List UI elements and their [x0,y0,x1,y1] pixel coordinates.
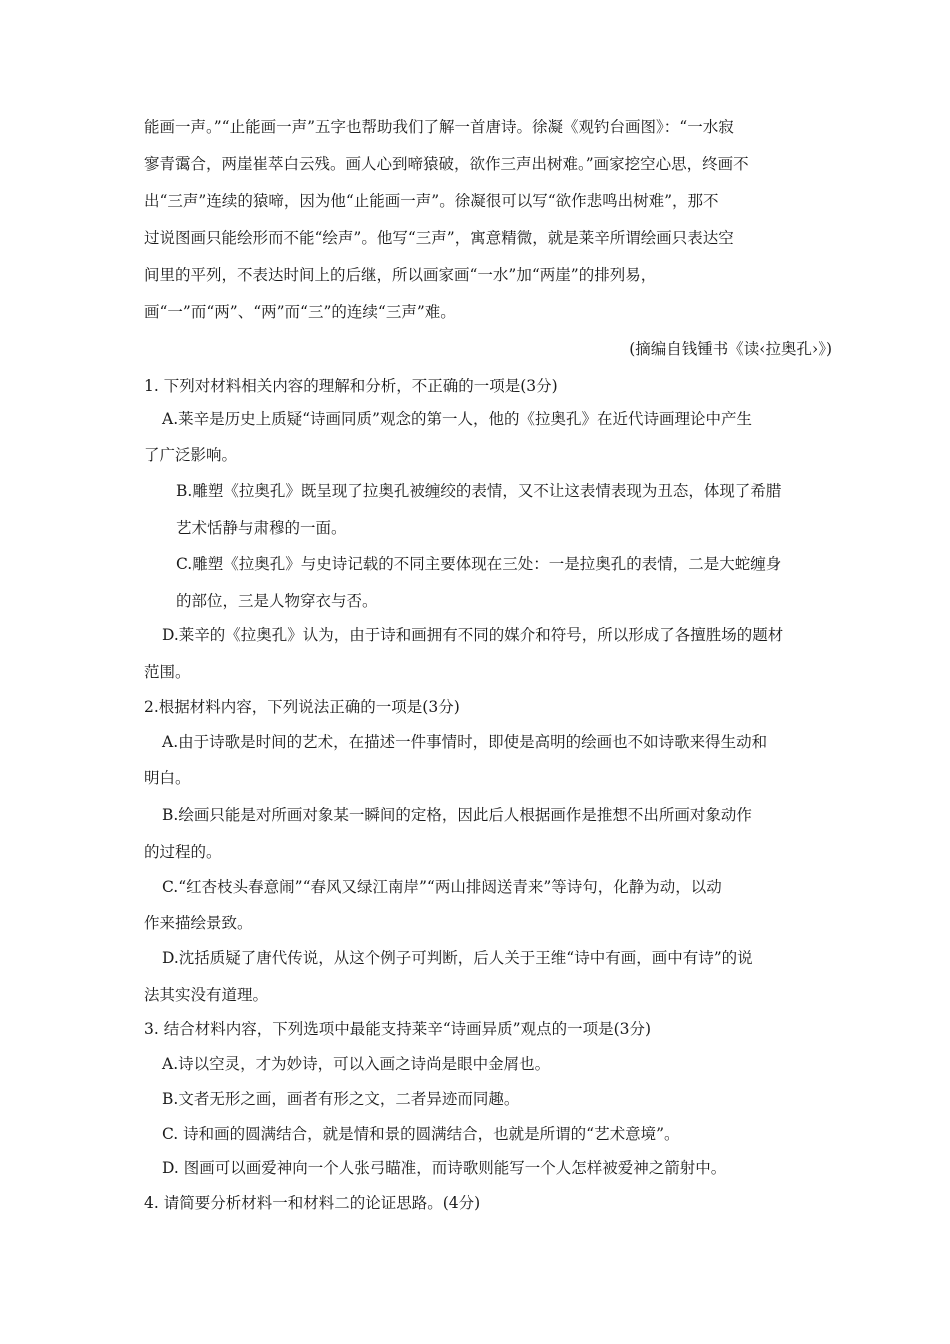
source-citation: (摘编自钱锺书《读‹拉奥孔›》) [629,340,832,358]
option-a: A.莱辛是历史上质疑“诗画同质”观念的第一人，他的《拉奥孔》在近代诗画理论中产生 [162,410,752,428]
option-d-cont: 范围。 [144,663,191,681]
option-c: C.“红杏枝头春意闹”“春风又绿江南岸”“两山排闼送青来”等诗句，化静为动，以动 [162,878,722,896]
question-stem: 2.根据材料内容，下列说法正确的一项是(3分) [144,698,460,716]
passage-line: 寥青霭合，两崖崔萃白云残。画人心到啼猿破，欲作三声出树难。”画家挖空心思，终画不 [144,155,749,173]
option-a-cont: 明白。 [144,769,191,787]
passage-line: 画“一”而“两”、“两”而“三”的连续“三声”难。 [144,303,456,321]
passage-line: 过说图画只能绘形而不能“绘声”。他写“三声”，寓意精微，就是莱辛所谓绘画只表达空 [144,229,734,247]
option-a: A.由于诗歌是时间的艺术，在描述一件事情时，即使是高明的绘画也不如诗歌来得生动和 [162,733,768,751]
passage-line: 出“三声”连续的猿啼，因为他“止能画一声”。徐凝很可以写“欲作悲鸣出树难”，那不 [144,192,719,210]
question-stem: 4. 请简要分析材料一和材料二的论证思路。(4分) [144,1194,481,1212]
passage-line: 间里的平列，不表达时间上的后继，所以画家画“一水”加“两崖”的排列易， [144,266,657,284]
option-b: B.雕塑《拉奥孔》既呈现了拉奥孔被缠绞的表情，又不让这表情表现为丑态，体现了希腊 [176,482,782,500]
option-a-cont: 了广泛影响。 [144,446,238,464]
option-b-cont: 艺术恬静与肃穆的一面。 [176,519,347,537]
passage-line: 能画一声。”“止能画一声”五字也帮助我们了解一首唐诗。徐凝《观钓台画图》：“一水寂 [144,118,734,136]
option-c-cont: 的部位，三是人物穿衣与否。 [176,592,378,610]
option-c: C. 诗和画的圆满结合，就是情和景的圆满结合，也就是所谓的“艺术意境”。 [162,1125,680,1143]
option-b: B.绘画只能是对所画对象某一瞬间的定格，因此后人根据画作是推想不出所画对象动作 [162,806,752,824]
option-d-cont: 法其实没有道理。 [144,986,269,1004]
option-d: D. 图画可以画爱神向一个人张弓瞄准，而诗歌则能写一个人怎样被爱神之箭射中。 [162,1159,727,1177]
question-stem: 3. 结合材料内容，下列选项中最能支持莱辛“诗画异质”观点的一项是(3分) [144,1020,652,1038]
option-d: D.莱辛的《拉奥孔》认为，由于诗和画拥有不同的媒介和符号，所以形成了各擅胜场的题材 [162,626,784,644]
option-b: B.文者无形之画，画者有形之文，二者异迹而同趣。 [162,1090,520,1108]
option-b-cont: 的过程的。 [144,843,222,861]
question-stem: 1. 下列对材料相关内容的理解和分析，不正确的一项是(3分) [144,377,558,395]
option-a: A.诗以空灵，才为妙诗，可以入画之诗尚是眼中金屑也。 [162,1055,551,1073]
option-c-cont: 作来描绘景致。 [144,914,253,932]
option-c: C.雕塑《拉奥孔》与史诗记载的不同主要体现在三处：一是拉奥孔的表情，二是大蛇缠身 [176,555,782,573]
option-d: D.沈括质疑了唐代传说，从这个例子可判断，后人关于王维“诗中有画，画中有诗”的说 [162,949,753,967]
